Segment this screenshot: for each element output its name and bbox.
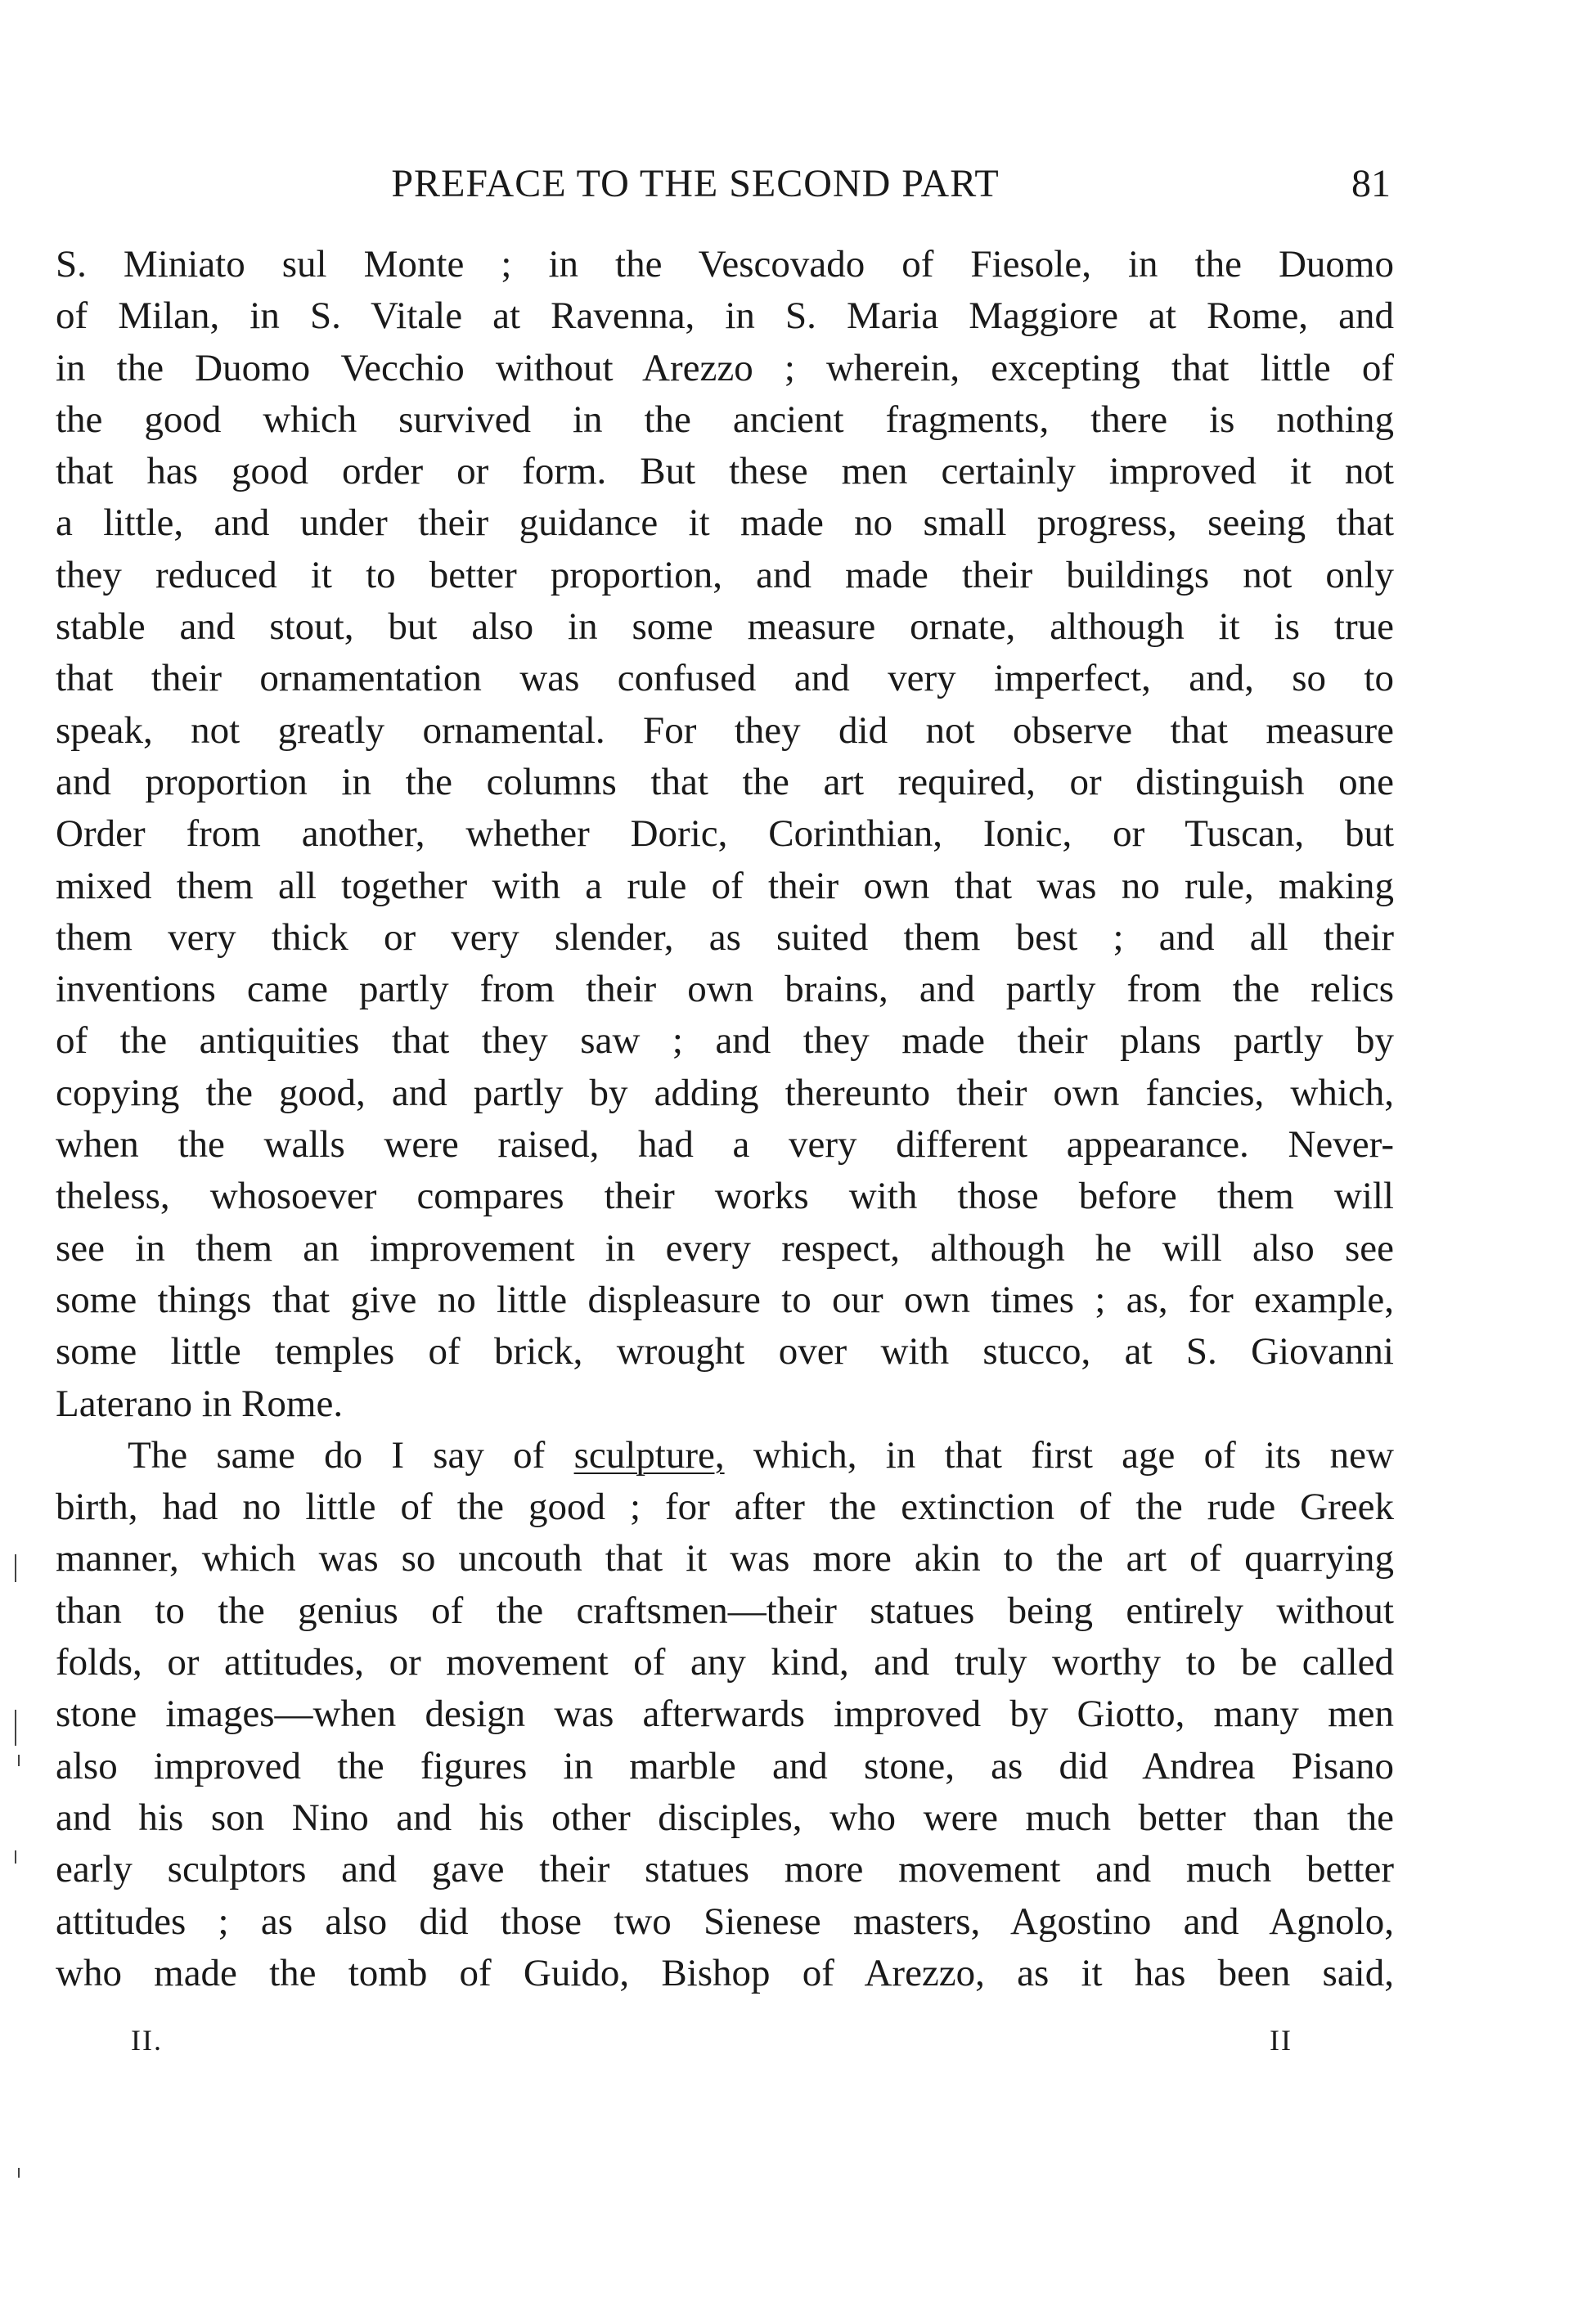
body-text [56,239,1394,1999]
text-line: copying the good, and partly by adding thereunto their own fancies, which, [56,1071,1394,1114]
text-line: see in them an improvement in every respect, although he will also see [56,1226,1394,1270]
text-line: and proportion in the columns that the art required, or distinguish one [56,760,1394,803]
text-line: Order from another, whether Doric, Corinthian, Ionic, or Tuscan, but [56,812,1394,856]
text-line: birth, had no little of the good ; for after the extinction of the rude Greek [56,1486,1394,1529]
text-line: stable and stout, but also in some measure ornate, although it is true [56,605,1394,649]
text-line: folds, or attitudes, or movement of any kind, and truly worthy to be called [56,1641,1394,1684]
text-line: theless, whosoever compares their works with those before them will [56,1175,1394,1218]
text-run: The same do I say of [128,1433,574,1477]
text-line: when the walls were raised, had a very different appearance. Never- [56,1123,1394,1167]
text-line: speak, not greatly ornamental. For they did not observe that measure [56,708,1394,752]
text-line: of Milan, in S. Vitale at Ravenna, in S. Maria Maggiore at Rome, and [56,294,1394,338]
text-line-first [56,1430,1394,1481]
text-line: Laterano in Rome. [56,1382,344,1425]
text-line: that their ornamentation was confused and very imperfect, and, so to [56,657,1394,700]
underlined-word: sculpture, [573,1433,725,1477]
text-line: the good which survived in the ancient fragments, there is nothing [56,398,1394,441]
text-line: early sculptors and gave their statues more movement and much better [56,1848,1394,1891]
margin-scan-mark [15,1710,16,1746]
margin-scan-mark [15,1850,16,1864]
text-line: stone images—when design was afterwards improved by Giotto, many men [56,1693,1394,1736]
paragraph-2 [56,1430,1394,1999]
text-line: a little, and under their guidance it made no small progress, seeing that [56,501,1394,545]
paragraph-1 [56,239,1394,1430]
text-run: which, in that first age of its new [724,1433,1394,1477]
text-line: than to the genius of the craftsmen—their statues being entirely without [56,1589,1394,1632]
text-line: them very thick or very slender, as suited them best ; and all their [56,915,1394,959]
text-line: in the Duomo Vecchio without Arezzo ; wherein, excepting that little of [56,346,1394,389]
text-line: also improved the figures in marble and stone, as did Andrea Pisano [56,1744,1394,1787]
text-line: some things that give no little displeasure to our own times ; as, for example, [56,1278,1394,1321]
text-line: S. Miniato sul Monte ; in the Vescovado of Fiesole, in the Duomo [56,243,1394,286]
sheet-mark: II [1270,2024,1293,2057]
text-line: inventions came partly from their own brains, and partly from the relics [56,968,1394,1011]
text-line: and his son Nino and his other disciples, who were much better than the [56,1796,1394,1839]
running-title: PREFACE TO THE SECOND PART [391,162,1000,205]
text-line: that has good order or form. But these men certainly improved it not [56,450,1394,493]
page-footer [131,2016,1293,2065]
margin-scan-mark [18,2168,20,2178]
page-number: 81 [1351,162,1391,205]
text-line: of the antiquities that they saw ; and they made their plans partly by [56,1019,1394,1063]
text-line: they reduced it to better proportion, and made their buildings not only [56,553,1394,596]
margin-scan-mark [15,1554,16,1582]
margin-scan-mark [18,1755,20,1766]
text-line: attitudes ; as also did those two Sienese masters, Agostino and Agnolo, [56,1900,1394,1943]
text-line: mixed them all together with a rule of their own that was no rule, making [56,864,1394,907]
signature-mark: II. [131,2024,163,2057]
text-line: manner, which was so uncouth that it was more akin to the art of quarrying [56,1537,1394,1580]
text-line: who made the tomb of Guido, Bishop of Arezzo, as it has been said, [56,1951,1394,1994]
text-line: some little temples of brick, wrought over with stucco, at S. Giovanni [56,1330,1394,1374]
running-head [57,155,1391,213]
